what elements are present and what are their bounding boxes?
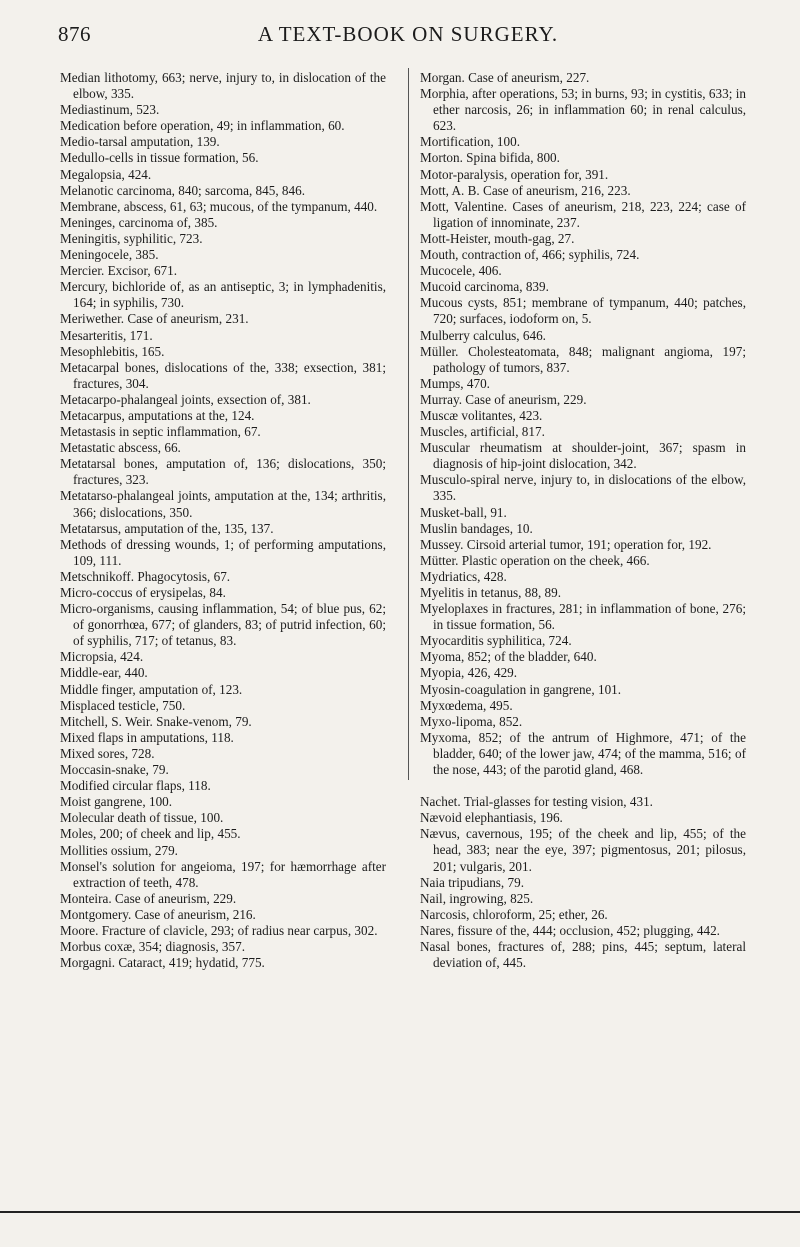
index-entry: Musculo-spiral nerve, injury to, in dislocations of the elbow, 335.	[420, 472, 746, 504]
index-entry: Misplaced testicle, 750.	[60, 697, 186, 713]
index-entry: Median lithotomy, 663; nerve, injury to, in dislocation of the elbow, 335.	[60, 70, 386, 102]
index-entry: Meriwether. Case of aneurism, 231.	[60, 311, 249, 327]
index-entry: Myxoma, 852; of the antrum of Highmore, 471; of the bladder, 640; of the lower jaw, 474; of the mamma, 516; of the nose, 443; of the parotid gland, 468.	[420, 729, 746, 778]
index-entry: Monteira. Case of aneurism, 229.	[60, 890, 237, 906]
index-entry: Montgomery. Case of aneurism, 216.	[60, 906, 256, 922]
index-entry: Nachet. Trial-glasses for testing vision, 431.	[420, 794, 653, 810]
index-entry: Nail, ingrowing, 825.	[420, 890, 534, 906]
index-entry: Meninges, carcinoma of, 385.	[60, 214, 218, 230]
index-entry: Mixed flaps in amputations, 118.	[60, 729, 234, 745]
index-entry: Myoma, 852; of the bladder, 640.	[420, 649, 597, 665]
index-entry: Moles, 200; of cheek and lip, 455.	[60, 826, 241, 842]
index-entry: Mott-Heister, mouth-gag, 27.	[420, 230, 575, 246]
index-entry: Mitchell, S. Weir. Snake-venom, 79.	[60, 713, 252, 729]
index-entry: Muscles, artificial, 817.	[420, 424, 545, 440]
index-entry: Nævoid elephantiasis, 196.	[420, 810, 563, 826]
index-entry: Muscular rheumatism at shoulder-joint, 367; spasm in diagnosis of hip-joint dislocation, 342.	[420, 440, 746, 472]
index-entry: Metastatic abscess, 66.	[60, 440, 181, 456]
index-entry: Medication before operation, 49; in inflammation, 60.	[60, 118, 345, 134]
index-entry: Morbus coxæ, 354; diagnosis, 357.	[60, 939, 245, 955]
index-entry: Mortification, 100.	[420, 134, 520, 150]
index-entry: Metatarso-phalangeal joints, amputation at the, 134; arthritis, 366; dislocations, 350.	[60, 488, 386, 520]
index-entry: Nares, fissure of the, 444; occlusion, 452; plugging, 442.	[420, 922, 720, 938]
index-entry: Mumps, 470.	[420, 375, 490, 391]
index-entry: Mucoid carcinoma, 839.	[420, 279, 549, 295]
index-entry: Mott, Valentine. Cases of aneurism, 218, 223, 224; case of ligation of innominate, 237.	[420, 198, 746, 230]
index-entry: Mollities ossium, 279.	[60, 842, 178, 858]
index-entry: Metacarpus, amputations at the, 124.	[60, 407, 255, 423]
index-entry: Mesarteritis, 171.	[60, 327, 153, 343]
index-entry: Metatarsus, amputation of the, 135, 137.	[60, 520, 274, 536]
page-number: 876	[58, 22, 91, 46]
letter-section-gap	[420, 778, 746, 794]
running-title: A TEXT-BOOK ON SURGERY.	[257, 22, 559, 46]
page-bottom-edge	[0, 1211, 800, 1213]
index-entry: Modified circular flaps, 118.	[60, 778, 211, 794]
index-column-left	[60, 70, 386, 971]
index-entry: Müller. Cholesteatomata, 848; malignant angioma, 197; pathology of tumors, 837.	[420, 343, 746, 375]
index-entry: Myeloplaxes in fractures, 281; in inflammation of bone, 276; in tissue formation, 56.	[420, 601, 746, 633]
index-entry: Morphia, after operations, 53; in burns, 93; in cystitis, 633; in ether narcosis, 26; in inflammation 60; in renal calculus, 623.	[420, 86, 746, 134]
index-entry: Musket-ball, 91.	[420, 504, 507, 520]
index-entry: Nævus, cavernous, 195; of the cheek and lip, 455; of the head, 383; near the eye, 397; pigmentosus, 201; pilosus, 201; vulgaris, 201.	[420, 826, 746, 874]
index-entry: Melanotic carcinoma, 840; sarcoma, 845, 846.	[60, 182, 305, 198]
index-entry: Medullo-cells in tissue formation, 56.	[60, 150, 259, 166]
index-entry: Mütter. Plastic operation on the cheek, 466.	[420, 552, 650, 568]
index-entry: Mulberry calculus, 646.	[420, 327, 546, 343]
index-entry: Mercury, bichloride of, as an antiseptic, 3; in lymphadenitis, 164; in syphilis, 730.	[60, 279, 386, 311]
index-entry: Middle-ear, 440.	[60, 665, 148, 681]
index-entry: Moccasin-snake, 79.	[60, 762, 169, 778]
index-entry: Mydriatics, 428.	[420, 568, 507, 584]
index-entry: Mediastinum, 523.	[60, 102, 160, 118]
index-entry: Myopia, 426, 429.	[420, 665, 518, 681]
index-entry: Membrane, abscess, 61, 63; mucous, of the tympanum, 440.	[60, 198, 378, 214]
index-entry: Monsel's solution for angeioma, 197; for hæmorrhage after extraction of teeth, 478.	[60, 858, 386, 890]
column-divider	[408, 68, 409, 780]
index-entry: Myocarditis syphilitica, 724.	[420, 633, 572, 649]
index-entry: Morgagni. Cataract, 419; hydatid, 775.	[60, 955, 265, 971]
index-entry: Mesophlebitis, 165.	[60, 343, 165, 359]
index-entry: Morton. Spina bifida, 800.	[420, 150, 560, 166]
index-entry: Nasal bones, fractures of, 288; pins, 445; septum, lateral deviation of, 445.	[420, 938, 746, 971]
index-entry: Middle finger, amputation of, 123.	[60, 681, 243, 697]
index-entry: Micropsia, 424.	[60, 649, 144, 665]
index-entry: Metacarpo-phalangeal joints, exsection of, 381.	[60, 391, 311, 407]
index-column-right	[420, 70, 746, 971]
index-entry: Naia tripudians, 79.	[420, 874, 525, 890]
index-entry: Muslin bandages, 10.	[420, 520, 533, 536]
index-entry: Mott, A. B. Case of aneurism, 216, 223.	[420, 182, 631, 198]
index-entry: Medio-tarsal amputation, 139.	[60, 134, 220, 150]
index-entry: Muscæ volitantes, 423.	[420, 407, 543, 423]
index-entry: Metatarsal bones, amputation of, 136; dislocations, 350; fractures, 323.	[60, 456, 386, 488]
index-entry: Motor-paralysis, operation for, 391.	[420, 166, 609, 182]
index-entry: Megalopsia, 424.	[60, 166, 152, 182]
index-entry: Meningocele, 385.	[60, 247, 159, 263]
index-entry: Molecular death of tissue, 100.	[60, 810, 224, 826]
index-entry: Mussey. Cirsoid arterial tumor, 191; operation for, 192.	[420, 536, 712, 552]
index-entry: Mixed sores, 728.	[60, 745, 155, 761]
index-entry: Myosin-coagulation in gangrene, 101.	[420, 681, 622, 697]
index-entry: Murray. Case of aneurism, 229.	[420, 391, 587, 407]
index-entry: Micro-organisms, causing inflammation, 54; of blue pus, 62; of gonorrhœa, 677; of glanders, 83; of putrid infection, 60; of syphilis, 717; of tetanus, 83.	[60, 601, 386, 649]
index-entry: Moore. Fracture of clavicle, 293; of radius near carpus, 302.	[60, 922, 378, 938]
index-entry: Micro-coccus of erysipelas, 84.	[60, 585, 226, 600]
index-entry: Meningitis, syphilitic, 723.	[60, 230, 203, 246]
index-entry: Narcosis, chloroform, 25; ether, 26.	[420, 906, 608, 922]
index-entry: Mercier. Excisor, 671.	[60, 263, 178, 279]
index-entry: Morgan. Case of aneurism, 227.	[420, 70, 590, 85]
index-entry: Metastasis in septic inflammation, 67.	[60, 424, 261, 440]
index-entry: Metschnikoff. Phagocytosis, 67.	[60, 568, 231, 584]
index-entry: Methods of dressing wounds, 1; of performing amputations, 109, 111.	[60, 536, 386, 568]
index-entry: Myxo-lipoma, 852.	[420, 713, 523, 729]
index-entry: Mouth, contraction of, 466; syphilis, 724.	[420, 247, 640, 263]
index-entry: Mucocele, 406.	[420, 263, 502, 279]
index-entry: Metacarpal bones, dislocations of the, 338; exsection, 381; fractures, 304.	[60, 359, 386, 391]
index-entry: Moist gangrene, 100.	[60, 794, 173, 810]
index-entry: Myxœdema, 495.	[420, 697, 513, 713]
index-entry: Mucous cysts, 851; membrane of tympanum, 440; patches, 720; surfaces, iodoform on, 5.	[420, 295, 746, 327]
index-entry: Myelitis in tetanus, 88, 89.	[420, 585, 562, 600]
page-header	[58, 22, 758, 52]
